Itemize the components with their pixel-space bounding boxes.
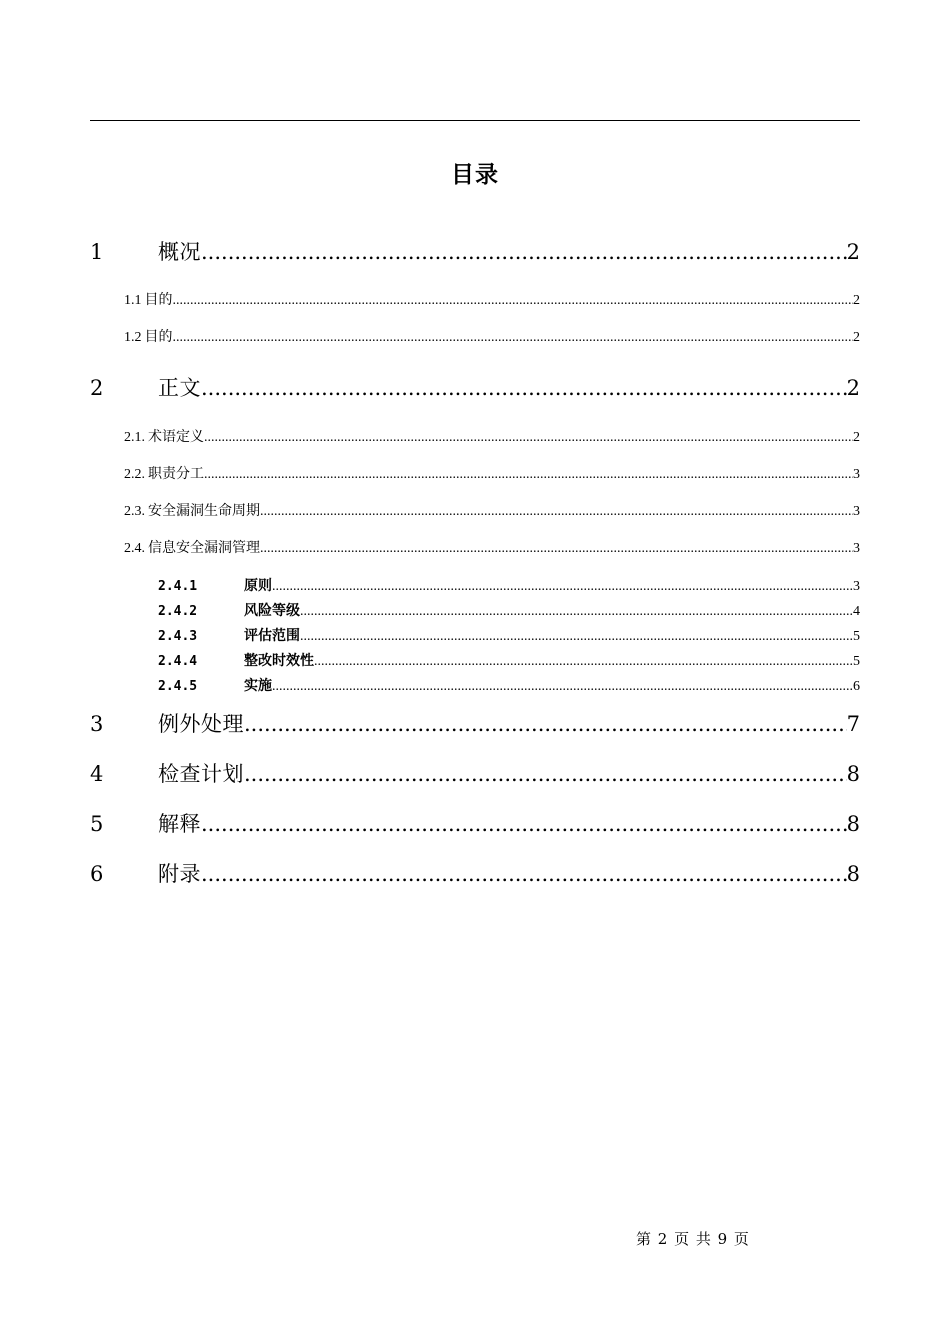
toc-entry-page: 5	[853, 654, 860, 669]
toc-entry-page: 8	[846, 762, 860, 786]
toc-entry-2-2[interactable]	[124, 463, 860, 485]
toc-entry-number: 2.1.	[124, 430, 145, 445]
toc-entry-page: 7	[846, 712, 860, 736]
toc-entry-label: 职责分工	[148, 466, 204, 482]
toc-entry-number: 3	[90, 712, 104, 736]
toc-leader-dots	[201, 812, 847, 836]
toc-leader-dots	[244, 762, 847, 786]
toc-entry-label: 实施	[244, 678, 272, 694]
toc-entry-page: 2	[853, 330, 860, 345]
toc-entry-label: 目的	[144, 292, 173, 308]
toc-leader-dots	[272, 679, 853, 695]
toc-entry-number: 1.1	[124, 293, 142, 308]
toc-entry-label: 附录	[158, 862, 201, 886]
toc-entry-label: 目的	[144, 329, 173, 345]
toc-entry-page: 8	[846, 862, 860, 886]
toc-entry-label: 正文	[158, 376, 201, 400]
toc-leader-dots	[314, 654, 853, 670]
toc-entry-label: 安全漏洞生命周期	[148, 503, 260, 519]
toc-entry-5[interactable]	[90, 808, 860, 838]
toc-entry-number: 2.4.3	[158, 629, 198, 644]
toc-entry-label: 概况	[158, 240, 201, 264]
toc-entry-number: 1	[90, 240, 104, 264]
toc-entry-label: 风险等级	[244, 603, 300, 619]
toc-entry-label: 术语定义	[148, 429, 204, 445]
toc-entry-number: 4	[90, 762, 104, 786]
toc-leader-dots	[260, 541, 853, 557]
toc-entry-number: 2.4.2	[158, 604, 198, 619]
toc-entry-2-4[interactable]	[124, 537, 860, 559]
toc-leader-dots	[300, 604, 853, 620]
toc-entry-2-4-3[interactable]	[158, 625, 860, 647]
toc-leader-dots	[173, 293, 854, 309]
toc-leader-dots	[201, 240, 847, 264]
toc-entry-2-4-2[interactable]	[158, 600, 860, 622]
toc-entry-number: 2.2.	[124, 467, 145, 482]
toc-entry-2-3[interactable]	[124, 500, 860, 522]
toc-entry-page: 6	[853, 679, 860, 694]
toc-entry-number: 1.2	[124, 330, 142, 345]
toc-entry-label: 检查计划	[158, 762, 244, 786]
toc-entry-page: 3	[853, 541, 860, 556]
toc-leader-dots	[244, 712, 847, 736]
toc-entry-2-4-4[interactable]	[158, 650, 860, 672]
toc-leader-dots	[204, 467, 853, 483]
toc-entry-label: 例外处理	[158, 712, 244, 736]
toc-entry-3[interactable]	[90, 708, 860, 738]
toc-entry-page: 8	[846, 812, 860, 836]
toc-entry-4[interactable]	[90, 758, 860, 788]
toc-title: 目录	[451, 162, 499, 188]
toc-entry-number: 2.4.1	[158, 579, 198, 594]
toc-leader-dots	[260, 504, 853, 520]
toc-entry-number: 5	[90, 812, 104, 836]
page-footer: 第 2 页 共 9 页	[636, 1230, 750, 1248]
toc-entry-1-2[interactable]	[124, 326, 860, 348]
header-rule	[90, 120, 860, 121]
toc-entry-1-1[interactable]	[124, 289, 860, 311]
toc-leader-dots	[272, 579, 853, 595]
toc-entry-page: 3	[853, 579, 860, 594]
toc-entry-2-4-1[interactable]	[158, 575, 860, 597]
toc-entry-label: 解释	[158, 812, 201, 836]
toc-leader-dots	[173, 330, 854, 346]
toc-leader-dots	[204, 430, 853, 446]
toc-entry-2-4-5[interactable]	[158, 675, 860, 697]
toc-entry-1[interactable]	[90, 236, 860, 266]
toc-entry-page: 2	[853, 430, 860, 445]
toc-entry-page: 2	[853, 293, 860, 308]
toc-leader-dots	[201, 376, 847, 400]
toc-entry-2-1[interactable]	[124, 426, 860, 448]
toc-entry-page: 4	[853, 604, 860, 619]
toc-leader-dots	[300, 629, 853, 645]
toc-entry-6[interactable]	[90, 858, 860, 888]
toc-entry-number: 6	[90, 862, 104, 886]
toc-entry-label: 整改时效性	[244, 653, 314, 669]
toc-entry-number: 2.4.	[124, 541, 145, 556]
toc-entry-page: 3	[853, 504, 860, 519]
toc-entry-label: 信息安全漏洞管理	[148, 540, 260, 556]
toc-entry-page: 2	[846, 376, 860, 400]
toc-entry-number: 2.4.5	[158, 679, 198, 694]
toc-entry-page: 5	[853, 629, 860, 644]
toc-entry-page: 2	[846, 240, 860, 264]
toc-entry-label: 评估范围	[244, 628, 300, 644]
toc-entry-number: 2	[90, 376, 104, 400]
toc-entry-number: 2.4.4	[158, 654, 198, 669]
toc-entry-2[interactable]	[90, 372, 860, 402]
toc-entry-label: 原则	[244, 578, 272, 594]
toc-entry-number: 2.3.	[124, 504, 145, 519]
toc-entry-page: 3	[853, 467, 860, 482]
toc-leader-dots	[201, 862, 847, 886]
